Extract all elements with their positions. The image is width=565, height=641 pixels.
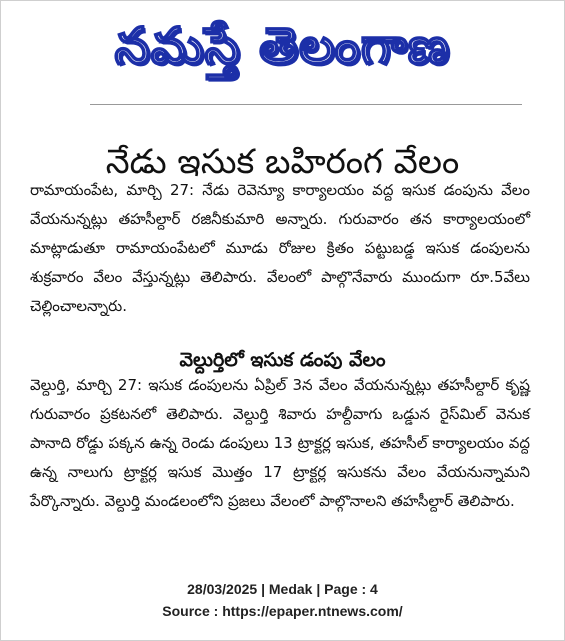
masthead-title: నమస్తే తెలంగాణ — [114, 17, 451, 75]
article-headline: నేడు ఇసుక బహిరంగ వేలం — [105, 141, 460, 182]
footer-source: Source : https://epaper.ntnews.com/ — [162, 603, 403, 619]
article-paragraph-1: రామాయంపేట, మార్చి 27: నేడు రెవెన్యూ కార్యాలయం వద్ద ఇసుక డంపును వేలం వేయనున్నట్లు తహసీల్దార్ రజినీకుమారి అన్నారు. గురువారం తన కార్యాలయంలో మాట్లాడుతూ రామాయంపేటలో మూడు రోజుల క్రితం పట్టుబడ్డ ఇసుక డంపులను శుక్రవారం వేలం వేస్తున్నట్లు తెలిపారు. వేలంలో పాల్గొనేవారు ముందుగా రూ.5వేలు చెల్లించాలన్నారు. — [30, 181, 530, 315]
divider-line — [90, 104, 522, 105]
footer-date-edition: 28/03/2025 | Medak | Page : 4 — [187, 581, 378, 597]
article-subheadline: వెల్దుర్తిలో ఇసుక డంపు వేలం — [179, 348, 386, 371]
article-paragraph-2: వెల్దుర్తి, మార్చి 27: ఇసుక డంపులను ఏప్రిల్ 3న వేలం వేయనున్నట్లు తహసీల్దార్ కృష్ణ గురువారం ప్రకటనలో తెలిపారు. వెల్దుర్తి శివారు హల్దీవాగు ఒడ్డున రైస్‌మిల్ వెనుక పానాది రోడ్డు పక్కన ఉన్న రెండు డంపులు 13 ట్రాక్టర్ల ఇసుక, తహసీల్ కార్యాలయం వద్ద ఉన్న నాలుగు ట్రాక్టర్ల ఇసుక మొత్తం 17 ట్రాక్టర్ల ఇసుకను వేలం వేయనున్నామని పేర్కొన్నారు. వెల్దుర్తి మండలంలోని ప్రజలు వేలంలో పాల్గొనాలని తహసీల్దార్ తెలిపారు. — [30, 376, 530, 510]
newspaper-masthead — [0, 6, 565, 88]
